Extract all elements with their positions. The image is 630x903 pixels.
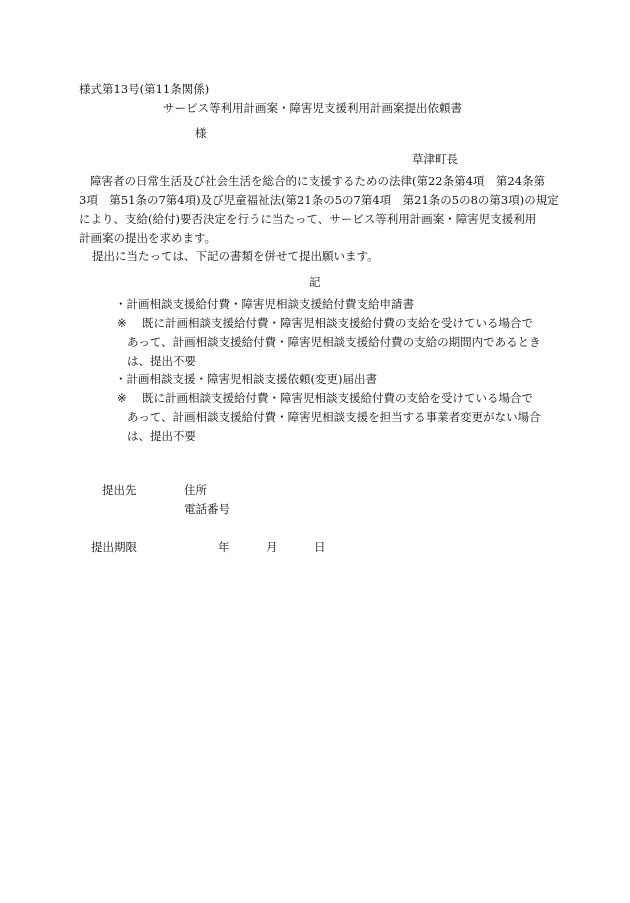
document-title: サービス等利用計画案・障害児支援利用計画案提出依頼書 <box>163 101 462 115</box>
ki-heading: 記 <box>309 275 321 289</box>
note-line: あって、計画相談支援給付費・障害児相談支援を担当する事業者変更がない場合 <box>127 410 541 424</box>
item-1-note <box>117 314 562 371</box>
item-2-note <box>117 389 562 446</box>
phone-label: 電話番号 <box>184 502 230 516</box>
note-line: 既に計画相談支援給付費・障害児相談支援給付費の支給を受けている場合で <box>142 316 533 330</box>
year-label: 年 <box>218 540 230 554</box>
note-mark: ※ <box>117 316 127 330</box>
body-line: 3項 第51条の7第4項)及び児童福祉法(第21条の5の7第4項 第21条の5の8の第3項)の規定 <box>79 193 559 207</box>
instruction-text: 提出に当たっては、下記の書類を併せて提出願います。 <box>92 249 379 263</box>
sender-name: 草津町長 <box>412 152 458 166</box>
form-number: 様式第13号(第11条関係) <box>79 82 210 96</box>
note-line: あって、計画相談支援給付費・障害児相談支援給付費の支給の期間内であるとき <box>127 335 541 349</box>
body-line: により、支給(給付)要否決定を行うに当たって、サービス等利用計画案・障害児支援利用 <box>79 212 537 226</box>
deadline-label: 提出期限 <box>91 540 137 554</box>
note-line: 既に計画相談支援給付費・障害児相談支援給付費の支給を受けている場合で <box>142 391 533 405</box>
month-label: 月 <box>266 540 278 554</box>
note-line: は、提出不要 <box>127 429 196 443</box>
address-label: 住所 <box>184 483 207 497</box>
body-line: 障害者の日常生活及び社会生活を総合的に支援するための法律(第22条第4項 第24条第 <box>90 174 546 188</box>
submit-to-label: 提出先 <box>102 483 137 497</box>
body-line: 計画案の提出を求めます。 <box>79 231 217 245</box>
document-item-1: ・計画相談支援給付費・障害児相談支援給付費支給申請書 <box>115 297 414 311</box>
document-item-2: ・計画相談支援・障害児相談支援依頼(変更)届出書 <box>115 372 377 386</box>
note-mark: ※ <box>117 391 127 405</box>
body-paragraph <box>79 172 559 248</box>
addressee-suffix: 様 <box>195 126 207 140</box>
day-label: 日 <box>314 540 326 554</box>
note-line: は、提出不要 <box>127 354 196 368</box>
